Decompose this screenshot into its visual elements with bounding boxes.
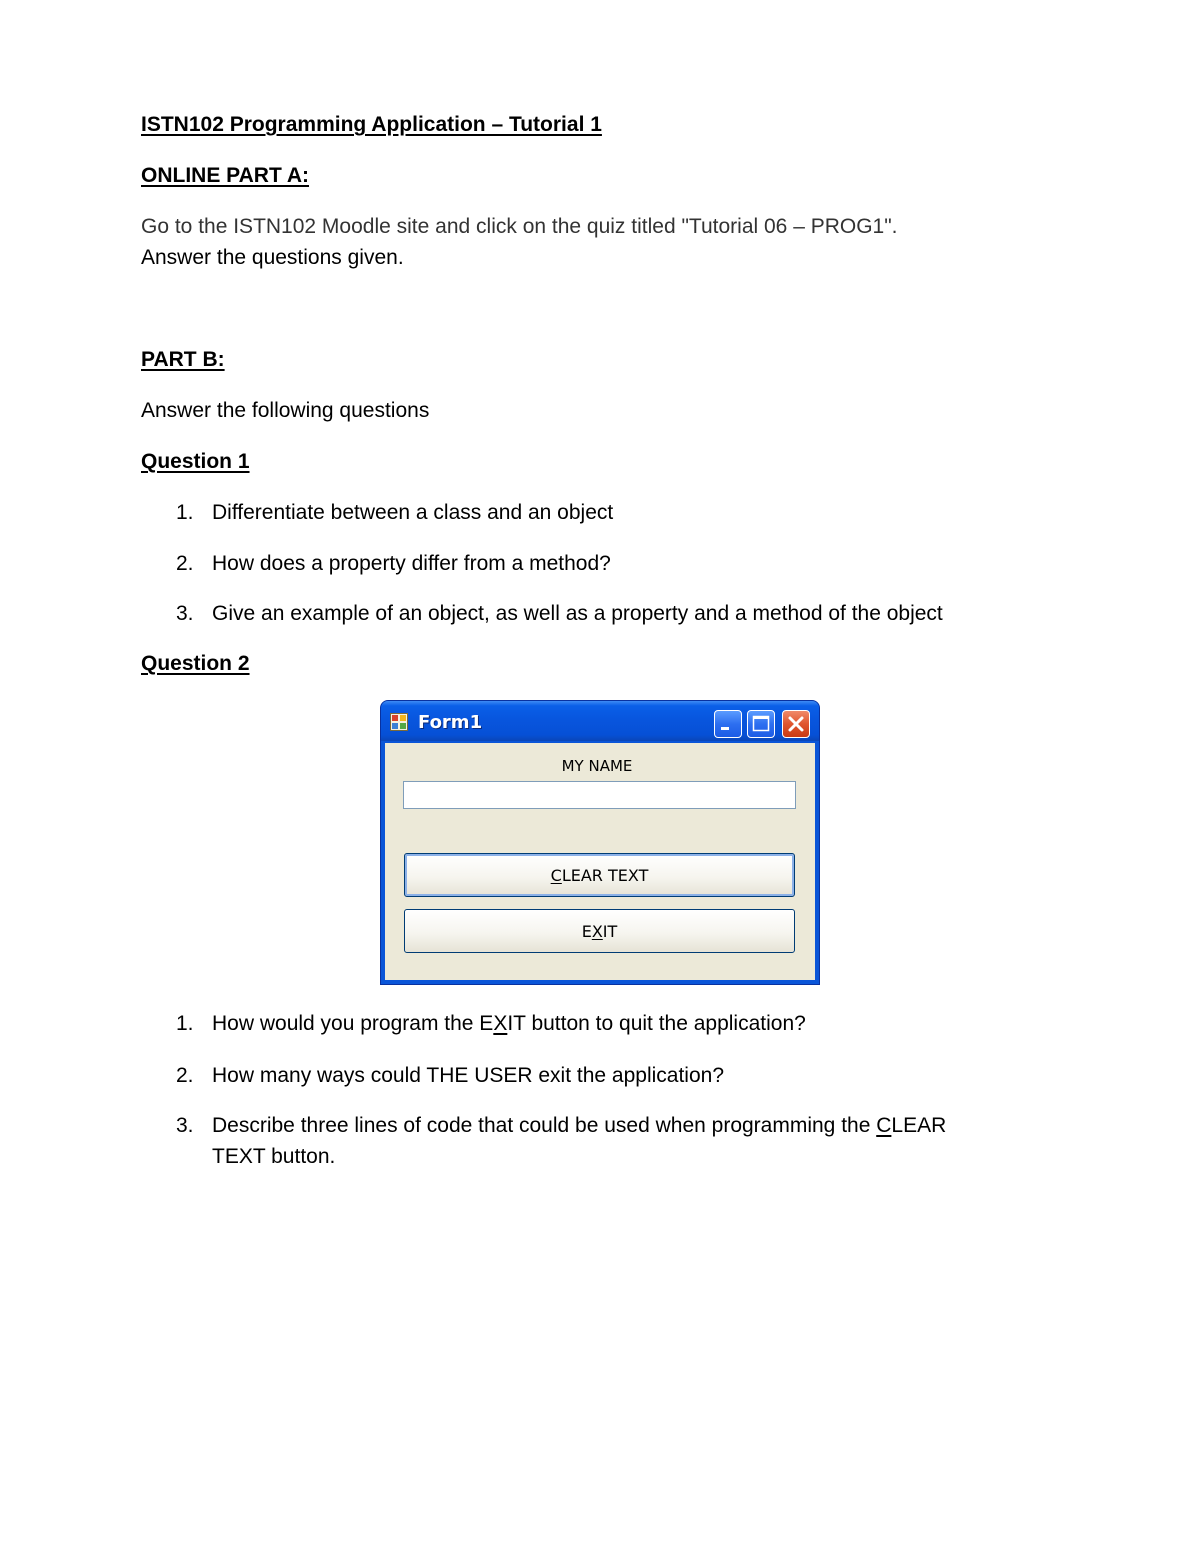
list-text-continuation: TEXT button. [212,1145,336,1168]
clear-text-button[interactable] [404,853,795,897]
maximize-icon [748,711,774,737]
part-a-heading: ONLINE PART A: [141,164,309,187]
list-text: Give an example of an object, as well as a property and a method of the object [212,602,943,625]
form1-window [380,700,820,985]
title-bar[interactable] [381,701,819,741]
application-icon [390,713,408,731]
close-icon [783,711,809,737]
list-number: 2. [176,1064,194,1087]
part-b-intro: Answer the following questions [141,399,430,422]
question-2-heading: Question 2 [141,652,250,675]
list-text: How would you program the EXIT button to quit the application? [212,1012,806,1035]
document-title: ISTN102 Programming Application – Tutorial 1 [141,113,602,136]
list-text: Describe three lines of code that could be used when programming the CLEAR [212,1114,947,1137]
form-client-area [385,743,815,980]
maximize-button[interactable] [747,710,775,738]
part-a-instruction: Go to the ISTN102 Moodle site and click on the quiz titled "Tutorial 06 – PROG1". [141,215,898,238]
list-text: Differentiate between a class and an object [212,501,614,524]
list-text: How does a property differ from a method? [212,552,611,575]
exit-label: EXIT [581,921,618,941]
question-1-heading: Question 1 [141,450,250,473]
my-name-label: MY NAME [561,757,633,775]
list-text: How many ways could THE USER exit the application? [212,1064,725,1087]
clear-text-label: CLEAR TEXT [550,865,649,885]
part-b-heading: PART B: [141,348,225,371]
part-a-instruction-2: Answer the questions given. [141,246,404,269]
list-number: 1. [176,501,194,524]
close-button[interactable] [782,710,810,738]
minimize-icon [715,711,741,737]
exit-button[interactable] [404,909,795,953]
list-number: 1. [176,1012,194,1035]
name-textbox[interactable] [403,781,796,809]
list-number: 3. [176,602,194,625]
minimize-button[interactable] [714,710,742,738]
list-number: 3. [176,1114,194,1137]
window-title: Form1 [418,712,483,733]
list-number: 2. [176,552,194,575]
